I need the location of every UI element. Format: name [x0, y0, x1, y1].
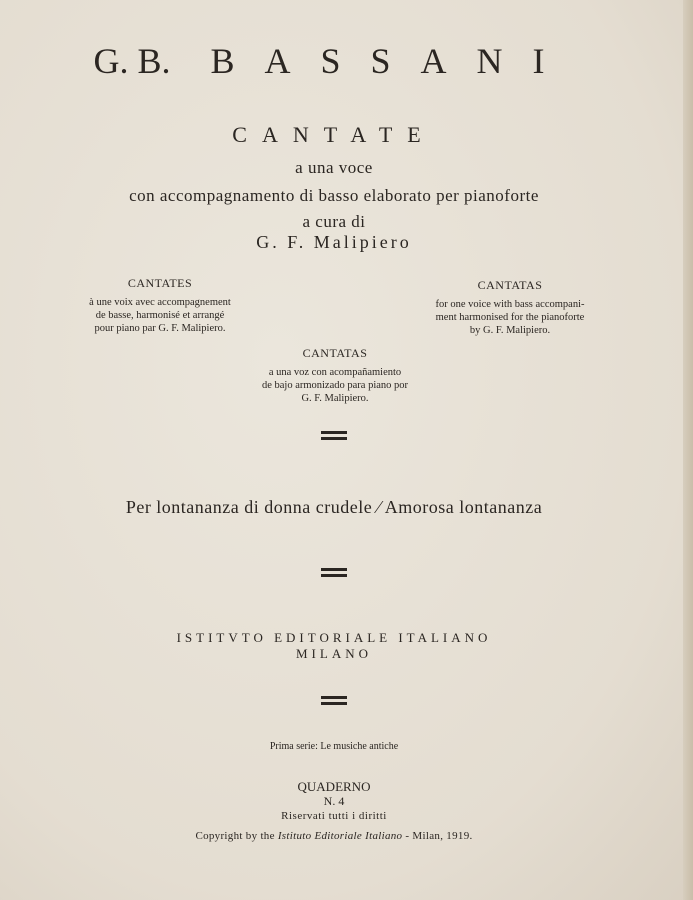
french-description — [60, 277, 260, 335]
quaderno-label: QUADERNO — [297, 779, 371, 794]
composer-surname: BASSANI — [210, 41, 575, 81]
subtitle-line-1: a una voce — [295, 158, 373, 177]
works-title: Per lontananza di donna crudele ⁄ Amorosa lontananza — [125, 497, 543, 517]
divider-ornament — [321, 567, 347, 579]
copyright-prefix: Copyright by the — [195, 830, 278, 842]
divider-ornament — [321, 695, 347, 707]
french-line-2: de basse, harmonisé et arrangé — [95, 310, 225, 321]
english-line-2: ment harmonised for the pianoforte — [435, 312, 585, 323]
spanish-description — [230, 347, 440, 405]
page-title: CANTATE — [232, 122, 436, 147]
publisher-block — [0, 630, 668, 662]
rights-notice: Riservati tutti i diritti — [281, 810, 387, 822]
spanish-line-3: G. F. Malipiero. — [301, 393, 369, 404]
editor-name: G. F. Malipiero — [256, 232, 412, 252]
french-heading: CANTATES — [127, 276, 193, 290]
english-heading: CANTATAS — [477, 278, 543, 292]
divider-ornament — [321, 430, 347, 442]
publisher-name: ISTITVTO EDITORIALE ITALIANO — [176, 630, 492, 645]
spanish-line-1: a una voz con acompañamiento — [268, 367, 402, 378]
english-line-3: by G. F. Malipiero. — [469, 325, 551, 336]
series-label: Prima serie: Le musiche antiche — [269, 741, 399, 752]
copyright-publisher: Istituto Editoriale Italiano — [277, 830, 403, 842]
english-description — [410, 279, 610, 337]
composer-name — [0, 40, 668, 82]
quaderno-block — [0, 779, 668, 809]
copyright-suffix: - Milan, 1919. — [402, 830, 473, 842]
spanish-line-2: de bajo armonizado para piano por — [261, 380, 409, 391]
copyright-notice — [0, 830, 668, 842]
spanish-heading: CANTATAS — [302, 346, 368, 360]
french-line-1: à une voix avec accompagnement — [89, 297, 231, 308]
publisher-city: MILANO — [296, 646, 372, 661]
french-line-3: pour piano par G. F. Malipiero. — [94, 323, 226, 334]
english-line-1: for one voice with bass accompani- — [435, 299, 585, 310]
composer-initials: G. B. — [93, 41, 171, 81]
subtitle-line-3: a cura di — [302, 212, 366, 231]
subtitle-line-2: con accompagnamento di basso elaborato per pianoforte — [129, 186, 539, 205]
page-edge — [683, 0, 693, 900]
quaderno-number: N. 4 — [323, 794, 345, 808]
